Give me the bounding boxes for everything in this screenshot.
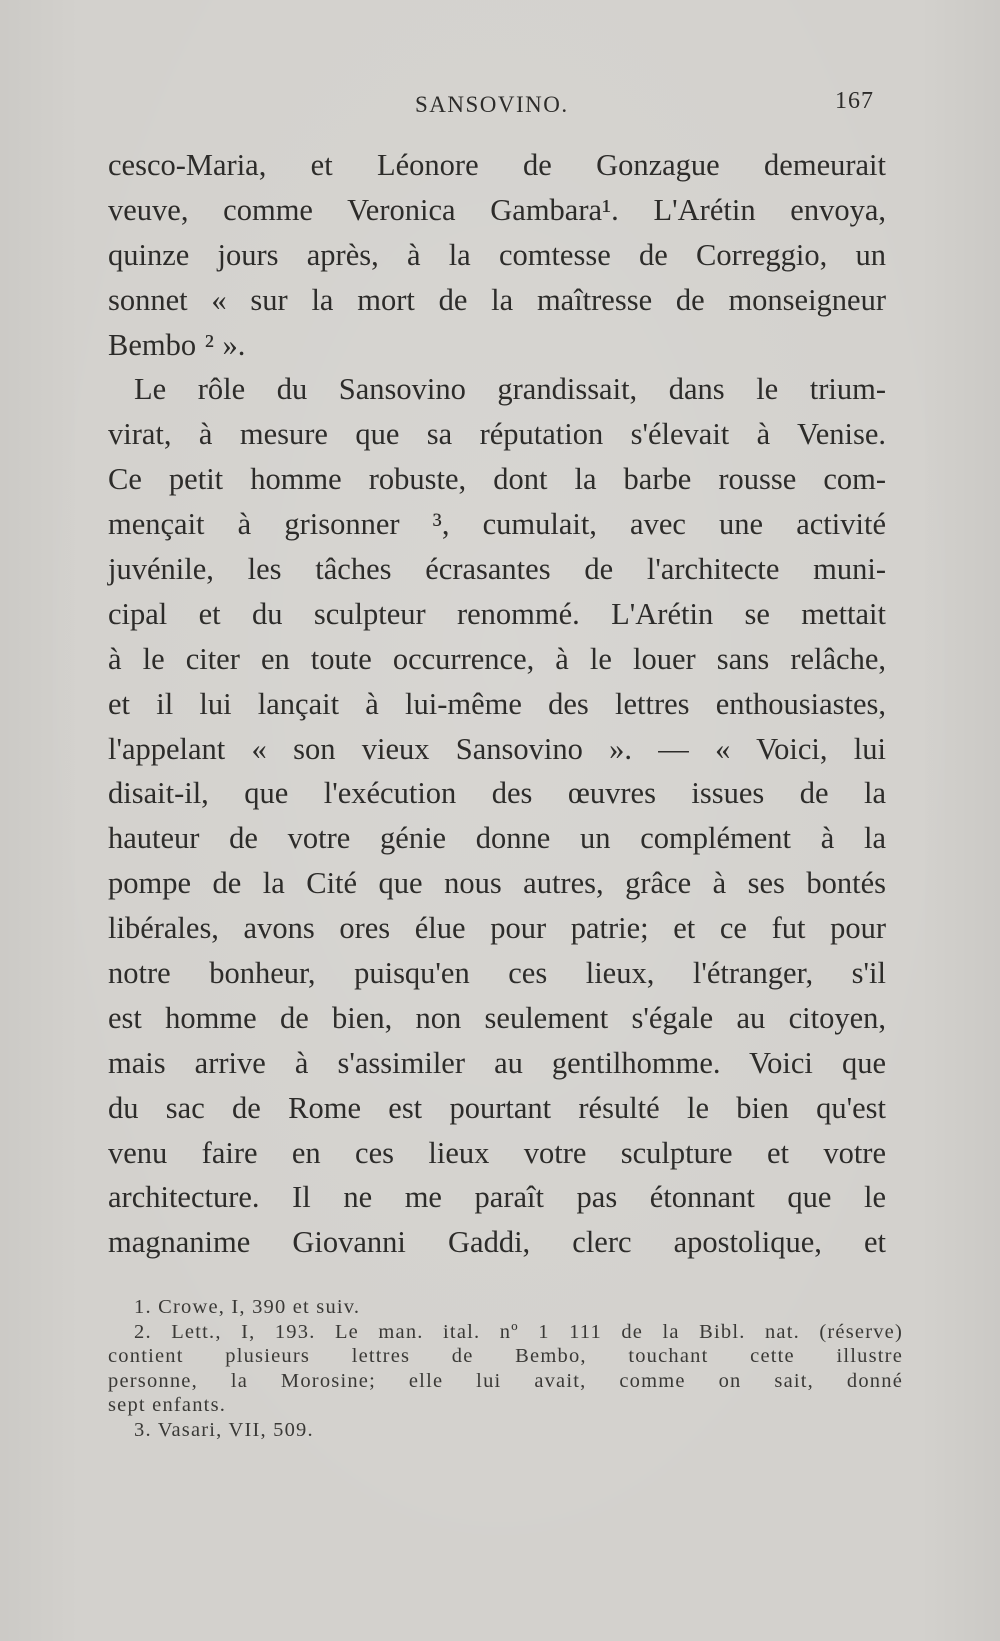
text-line: architecture. Il ne me paraît pas étonnant que le	[108, 1180, 886, 1215]
text-line: sonnet « sur la mort de la maîtresse de monseigneur	[108, 282, 886, 317]
text-line: cipal et du sculpteur renommé. L'Arétin se mettait	[108, 596, 886, 631]
text-line: à le citer en toute occurrence, à le louer sans relâche,	[108, 641, 886, 676]
text-line: venu faire en ces lieux votre sculpture et votre	[108, 1135, 886, 1170]
text-line: hauteur de votre génie donne un complément à la	[108, 821, 886, 856]
text-line: notre bonheur, puisqu'en ces lieux, l'étranger, s'il	[108, 956, 886, 991]
text-line: juvénile, les tâches écrasantes de l'architecte muni-	[108, 552, 886, 587]
text-line: Ce petit homme robuste, dont la barbe rousse com-	[108, 462, 886, 497]
footnote-line: contient plusieurs lettres de Bembo, touchant cette illustre	[108, 1345, 903, 1367]
running-title: SANSOVINO.	[415, 92, 569, 117]
footnotes	[108, 1295, 903, 1442]
footnote-line: 3. Vasari, VII, 509.	[134, 1418, 314, 1441]
text-line: libérales, avons ores élue pour patrie; et ce fut pour	[108, 911, 886, 946]
text-line: l'appelant « son vieux Sansovino ». — « Voici, lui	[108, 731, 886, 766]
text-line: magnanime Giovanni Gaddi, clerc apostolique, et	[108, 1225, 886, 1260]
text-line: cesco-Maria, et Léonore de Gonzague demeurait	[108, 148, 886, 182]
text-line: disait-il, que l'exécution des œuvres issues de la	[108, 776, 886, 811]
text-line: du sac de Rome est pourtant résulté le bien qu'est	[108, 1090, 886, 1125]
footnote-line: 1. Crowe, I, 390 et suiv.	[134, 1296, 361, 1318]
footnote-line: personne, la Morosine; elle lui avait, comme on sait, donné	[108, 1369, 903, 1392]
text-line: mençait à grisonner ³, cumulait, avec une activité	[108, 507, 886, 542]
running-head	[0, 84, 1000, 124]
text-line: veuve, comme Veronica Gambara¹. L'Arétin envoya,	[108, 192, 886, 227]
text-line: est homme de bien, non seulement s'égale au citoyen,	[108, 1000, 886, 1035]
text-line: et il lui lançait à lui-même des lettres enthousiastes,	[108, 686, 886, 721]
footnote-line: sept enfants.	[108, 1394, 227, 1416]
footnote-line: 2. Lett., I, 193. Le man. ital. nº 1 111 de la Bibl. nat. (réserve)	[134, 1320, 903, 1343]
text-line: quinze jours après, à la comtesse de Correggio, un	[108, 237, 886, 272]
body-text	[108, 143, 886, 1265]
text-line: pompe de la Cité que nous autres, grâce à ses bontés	[108, 866, 886, 901]
text-line: mais arrive à s'assimiler au gentilhomme. Voici que	[108, 1045, 886, 1080]
text-line: virat, à mesure que sa réputation s'élevait à Venise.	[108, 417, 886, 452]
text-line: Le rôle du Sansovino grandissait, dans le trium-	[134, 372, 886, 407]
page-number: 167	[835, 88, 874, 114]
text-line: Bembo ² ».	[108, 327, 246, 362]
